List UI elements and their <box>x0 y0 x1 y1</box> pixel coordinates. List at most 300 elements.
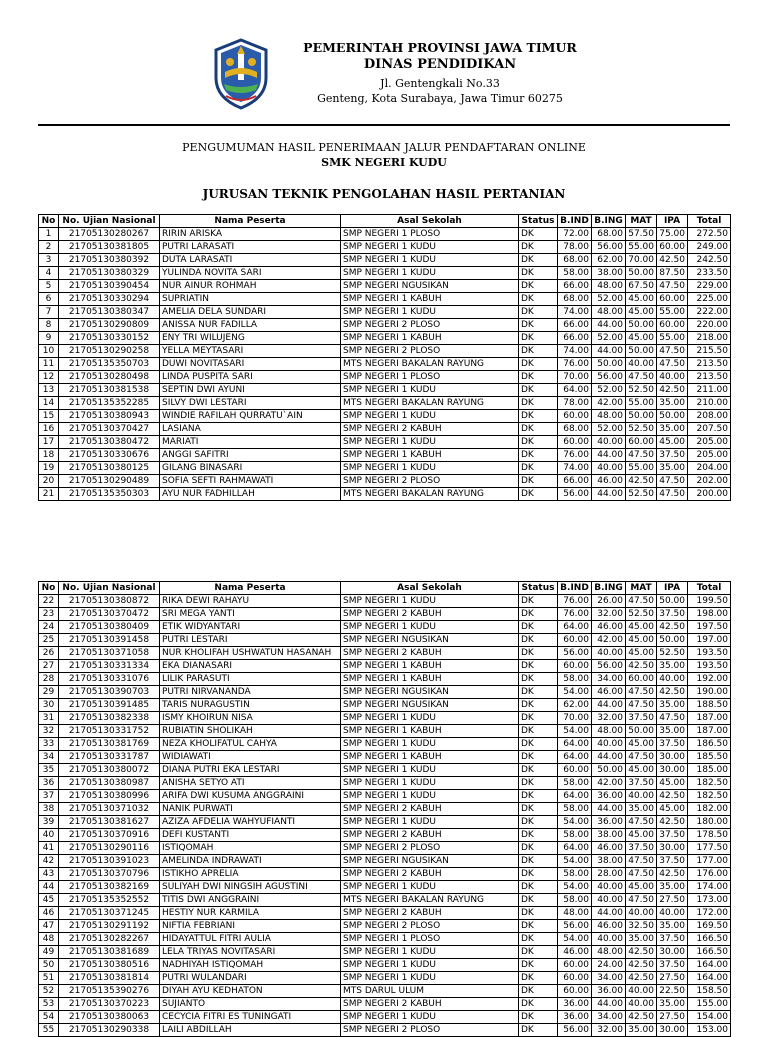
cell-exam-number: 21705130371032 <box>59 803 160 816</box>
cell-bind-score: 74.00 <box>558 462 592 475</box>
cell-bind-score: 56.00 <box>558 647 592 660</box>
cell-mat-score: 57.50 <box>626 228 657 241</box>
table-row <box>39 998 731 1011</box>
cell-status: DK <box>519 267 558 280</box>
cell-bind-score: 70.00 <box>558 712 592 725</box>
column-header-exam-number: No. Ujian Nasional <box>59 215 160 228</box>
cell-name: NANIK PURWATI <box>160 803 341 816</box>
cell-bind-score: 64.00 <box>558 738 592 751</box>
table-row <box>39 608 731 621</box>
cell-total-score: 200.00 <box>688 488 731 501</box>
column-header-bind-score: B.IND <box>558 215 592 228</box>
cell-ipa-score: 45.00 <box>657 803 688 816</box>
cell-origin-school: SMP NEGERI 1 KUDU <box>341 254 519 267</box>
cell-mat-score: 42.50 <box>626 660 657 673</box>
cell-total-score: 229.00 <box>688 280 731 293</box>
column-header-status: Status <box>519 582 558 595</box>
cell-exam-number: 21705130290258 <box>59 345 160 358</box>
cell-no: 3 <box>39 254 59 267</box>
cell-bing-score: 52.00 <box>592 384 626 397</box>
cell-name: TITIS DWI ANGGRAINI <box>160 894 341 907</box>
cell-total-score: 180.00 <box>688 816 731 829</box>
cell-name: NUR KHOLIFAH USHWATUN HASANAH <box>160 647 341 660</box>
cell-name: SUPRIATIN <box>160 293 341 306</box>
cell-status: DK <box>519 764 558 777</box>
cell-total-score: 242.50 <box>688 254 731 267</box>
cell-total-score: 187.00 <box>688 725 731 738</box>
cell-origin-school: SMP NEGERI 2 KABUH <box>341 868 519 881</box>
cell-no: 43 <box>39 868 59 881</box>
cell-bind-score: 60.00 <box>558 660 592 673</box>
cell-bind-score: 72.00 <box>558 228 592 241</box>
cell-exam-number: 21705130380063 <box>59 1011 160 1024</box>
cell-total-score: 193.50 <box>688 660 731 673</box>
cell-ipa-score: 55.00 <box>657 332 688 345</box>
cell-mat-score: 45.00 <box>626 621 657 634</box>
cell-bind-score: 58.00 <box>558 803 592 816</box>
cell-no: 55 <box>39 1024 59 1037</box>
cell-bing-score: 38.00 <box>592 855 626 868</box>
cell-total-score: 173.00 <box>688 894 731 907</box>
cell-mat-score: 45.00 <box>626 881 657 894</box>
cell-exam-number: 21705130290809 <box>59 319 160 332</box>
cell-name: PUTRI WULANDARI <box>160 972 341 985</box>
cell-exam-number: 21705130331787 <box>59 751 160 764</box>
cell-status: DK <box>519 449 558 462</box>
cell-bing-score: 40.00 <box>592 881 626 894</box>
cell-bing-score: 32.00 <box>592 712 626 725</box>
agency-name: DINAS PENDIDIKAN <box>363 57 517 72</box>
cell-bing-score: 44.00 <box>592 998 626 1011</box>
cell-no: 35 <box>39 764 59 777</box>
cell-mat-score: 42.50 <box>626 972 657 985</box>
cell-total-score: 158.50 <box>688 985 731 998</box>
table-row <box>39 699 731 712</box>
cell-bind-score: 58.00 <box>558 777 592 790</box>
table-row <box>39 933 731 946</box>
table-row <box>39 241 731 254</box>
cell-status: DK <box>519 673 558 686</box>
cell-mat-score: 52.50 <box>626 608 657 621</box>
cell-no: 51 <box>39 972 59 985</box>
cell-bind-score: 46.00 <box>558 946 592 959</box>
column-header-ipa-score: IPA <box>657 215 688 228</box>
cell-exam-number: 21705130370796 <box>59 868 160 881</box>
cell-status: DK <box>519 423 558 436</box>
cell-no: 40 <box>39 829 59 842</box>
cell-name: ANISSA NUR FADILLA <box>160 319 341 332</box>
cell-name: TARIS NURAGUSTIN <box>160 699 341 712</box>
cell-name: SUJIANTO <box>160 998 341 1011</box>
cell-status: DK <box>519 410 558 423</box>
cell-total-score: 182.50 <box>688 777 731 790</box>
cell-total-score: 166.50 <box>688 946 731 959</box>
address-city: Genteng, Kota Surabaya, Jawa Timur 60275 <box>317 92 563 105</box>
cell-exam-number: 21705130330152 <box>59 332 160 345</box>
cell-total-score: 190.00 <box>688 686 731 699</box>
cell-bing-score: 68.00 <box>592 228 626 241</box>
cell-exam-number: 21705130382338 <box>59 712 160 725</box>
cell-origin-school: SMP NEGERI 1 KABUH <box>341 332 519 345</box>
cell-bind-score: 66.00 <box>558 332 592 345</box>
cell-total-score: 225.00 <box>688 293 731 306</box>
cell-mat-score: 52.50 <box>626 488 657 501</box>
table-row <box>39 397 731 410</box>
cell-no: 31 <box>39 712 59 725</box>
cell-ipa-score: 42.50 <box>657 686 688 699</box>
cell-bind-score: 68.00 <box>558 423 592 436</box>
cell-bing-score: 46.00 <box>592 475 626 488</box>
cell-ipa-score: 30.00 <box>657 764 688 777</box>
cell-bing-score: 44.00 <box>592 803 626 816</box>
cell-mat-score: 47.50 <box>626 894 657 907</box>
cell-ipa-score: 35.00 <box>657 699 688 712</box>
cell-exam-number: 21705130290338 <box>59 1024 160 1037</box>
cell-bind-score: 54.00 <box>558 881 592 894</box>
address-street: Jl. Gentengkali No.33 <box>380 77 500 90</box>
cell-ipa-score: 42.50 <box>657 384 688 397</box>
table-row <box>39 384 731 397</box>
cell-bind-score: 66.00 <box>558 280 592 293</box>
province-emblem-icon <box>212 38 270 110</box>
cell-ipa-score: 60.00 <box>657 241 688 254</box>
cell-status: DK <box>519 1024 558 1037</box>
cell-exam-number: 21705130282267 <box>59 933 160 946</box>
cell-total-score: 182.50 <box>688 790 731 803</box>
cell-no: 48 <box>39 933 59 946</box>
cell-total-score: 215.50 <box>688 345 731 358</box>
table-row <box>39 751 731 764</box>
cell-ipa-score: 50.00 <box>657 410 688 423</box>
table-row <box>39 855 731 868</box>
cell-name: RIRIN ARISKA <box>160 228 341 241</box>
cell-origin-school: SMP NEGERI 1 KABUH <box>341 449 519 462</box>
cell-exam-number: 21705130331752 <box>59 725 160 738</box>
cell-bind-score: 70.00 <box>558 371 592 384</box>
cell-bing-score: 50.00 <box>592 358 626 371</box>
cell-no: 37 <box>39 790 59 803</box>
cell-status: DK <box>519 397 558 410</box>
cell-status: DK <box>519 332 558 345</box>
cell-status: DK <box>519 972 558 985</box>
cell-exam-number: 21705130370427 <box>59 423 160 436</box>
cell-origin-school: SMP NEGERI 1 KABUH <box>341 293 519 306</box>
cell-origin-school: SMP NEGERI 1 KUDU <box>341 410 519 423</box>
cell-mat-score: 47.50 <box>626 371 657 384</box>
cell-name: RUBIATIN SHOLIKAH <box>160 725 341 738</box>
cell-name: AYU NUR FADHILLAH <box>160 488 341 501</box>
cell-origin-school: MTS DARUL ULUM <box>341 985 519 998</box>
cell-ipa-score: 35.00 <box>657 920 688 933</box>
cell-status: DK <box>519 751 558 764</box>
cell-origin-school: SMP NEGERI 1 KUDU <box>341 462 519 475</box>
cell-ipa-score: 35.00 <box>657 660 688 673</box>
cell-status: DK <box>519 829 558 842</box>
cell-origin-school: SMP NEGERI 1 KUDU <box>341 972 519 985</box>
cell-ipa-score: 37.50 <box>657 449 688 462</box>
cell-exam-number: 21705130330294 <box>59 293 160 306</box>
results-table-2 <box>38 581 731 1037</box>
cell-total-score: 207.50 <box>688 423 731 436</box>
table-row <box>39 267 731 280</box>
cell-origin-school: SMP NEGERI NGUSIKAN <box>341 855 519 868</box>
table-row <box>39 907 731 920</box>
cell-exam-number: 21705130391485 <box>59 699 160 712</box>
cell-total-score: 174.00 <box>688 881 731 894</box>
cell-status: DK <box>519 488 558 501</box>
cell-mat-score: 47.50 <box>626 868 657 881</box>
cell-ipa-score: 27.50 <box>657 1011 688 1024</box>
cell-status: DK <box>519 855 558 868</box>
cell-bing-score: 36.00 <box>592 985 626 998</box>
cell-exam-number: 21705130380409 <box>59 621 160 634</box>
cell-name: DEFI KUSTANTI <box>160 829 341 842</box>
cell-total-score: 164.00 <box>688 959 731 972</box>
cell-no: 13 <box>39 384 59 397</box>
cell-total-score: 178.50 <box>688 829 731 842</box>
cell-bing-score: 44.00 <box>592 488 626 501</box>
cell-bing-score: 44.00 <box>592 449 626 462</box>
cell-status: DK <box>519 959 558 972</box>
cell-exam-number: 21705130370472 <box>59 608 160 621</box>
cell-bind-score: 76.00 <box>558 608 592 621</box>
cell-status: DK <box>519 842 558 855</box>
cell-ipa-score: 40.00 <box>657 673 688 686</box>
cell-status: DK <box>519 686 558 699</box>
cell-ipa-score: 47.50 <box>657 345 688 358</box>
cell-status: DK <box>519 371 558 384</box>
cell-name: YELLA MEYTASARI <box>160 345 341 358</box>
cell-total-score: 205.00 <box>688 449 731 462</box>
cell-name: SOFIA SEFTI RAHMAWATI <box>160 475 341 488</box>
cell-total-score: 222.00 <box>688 306 731 319</box>
cell-no: 2 <box>39 241 59 254</box>
cell-origin-school: SMP NEGERI 2 PLOSO <box>341 1024 519 1037</box>
cell-bind-score: 62.00 <box>558 699 592 712</box>
cell-mat-score: 45.00 <box>626 332 657 345</box>
cell-status: DK <box>519 933 558 946</box>
cell-ipa-score: 42.50 <box>657 790 688 803</box>
cell-origin-school: SMP NEGERI 2 KABUH <box>341 423 519 436</box>
cell-total-score: 218.00 <box>688 332 731 345</box>
cell-exam-number: 21705130370223 <box>59 998 160 1011</box>
table-row <box>39 777 731 790</box>
cell-mat-score: 47.50 <box>626 816 657 829</box>
cell-origin-school: MTS NEGERI BAKALAN RAYUNG <box>341 397 519 410</box>
cell-bind-score: 58.00 <box>558 267 592 280</box>
cell-mat-score: 40.00 <box>626 998 657 1011</box>
cell-no: 15 <box>39 410 59 423</box>
cell-no: 24 <box>39 621 59 634</box>
cell-status: DK <box>519 920 558 933</box>
cell-mat-score: 35.00 <box>626 803 657 816</box>
table-row <box>39 738 731 751</box>
cell-name: EKA DIANASARI <box>160 660 341 673</box>
cell-total-score: 249.00 <box>688 241 731 254</box>
cell-bing-score: 44.00 <box>592 319 626 332</box>
cell-no: 45 <box>39 894 59 907</box>
cell-ipa-score: 55.00 <box>657 306 688 319</box>
cell-origin-school: SMP NEGERI 2 KABUH <box>341 647 519 660</box>
cell-name: DUWI NOVITASARI <box>160 358 341 371</box>
cell-bind-score: 60.00 <box>558 634 592 647</box>
table-row <box>39 410 731 423</box>
cell-exam-number: 21705130331334 <box>59 660 160 673</box>
cell-bind-score: 58.00 <box>558 673 592 686</box>
table-row <box>39 686 731 699</box>
cell-mat-score: 45.00 <box>626 829 657 842</box>
column-header-name: Nama Peserta <box>160 215 341 228</box>
cell-ipa-score: 47.50 <box>657 488 688 501</box>
cell-origin-school: SMP NEGERI 1 KUDU <box>341 712 519 725</box>
announcement <box>0 140 768 202</box>
cell-mat-score: 45.00 <box>626 634 657 647</box>
cell-no: 27 <box>39 660 59 673</box>
cell-origin-school: SMP NEGERI 1 PLOSO <box>341 371 519 384</box>
cell-exam-number: 21705135352552 <box>59 894 160 907</box>
cell-status: DK <box>519 894 558 907</box>
cell-bing-score: 44.00 <box>592 751 626 764</box>
cell-status: DK <box>519 660 558 673</box>
cell-total-score: 211.00 <box>688 384 731 397</box>
cell-no: 6 <box>39 293 59 306</box>
table-row <box>39 725 731 738</box>
column-header-bing-score: B.ING <box>592 215 626 228</box>
cell-name: LILIK PARASUTI <box>160 673 341 686</box>
cell-exam-number: 21705130331076 <box>59 673 160 686</box>
table-row <box>39 894 731 907</box>
cell-no: 19 <box>39 462 59 475</box>
cell-status: DK <box>519 1011 558 1024</box>
cell-exam-number: 21705130380329 <box>59 267 160 280</box>
cell-bing-score: 42.00 <box>592 397 626 410</box>
cell-origin-school: SMP NEGERI 1 KUDU <box>341 881 519 894</box>
cell-origin-school: SMP NEGERI 1 PLOSO <box>341 933 519 946</box>
table-row <box>39 280 731 293</box>
cell-bind-score: 56.00 <box>558 488 592 501</box>
cell-bind-score: 60.00 <box>558 410 592 423</box>
cell-bind-score: 58.00 <box>558 894 592 907</box>
cell-exam-number: 21705135350703 <box>59 358 160 371</box>
cell-exam-number: 21705130381627 <box>59 816 160 829</box>
cell-bind-score: 56.00 <box>558 1024 592 1037</box>
table-row <box>39 423 731 436</box>
letterhead <box>0 0 768 130</box>
cell-ipa-score: 45.00 <box>657 436 688 449</box>
cell-bind-score: 68.00 <box>558 293 592 306</box>
cell-origin-school: SMP NEGERI 1 KUDU <box>341 959 519 972</box>
cell-no: 32 <box>39 725 59 738</box>
column-header-mat-score: MAT <box>626 582 657 595</box>
school-name: SMK NEGERI KUDU <box>321 156 447 169</box>
cell-exam-number: 21705135352285 <box>59 397 160 410</box>
cell-ipa-score: 47.50 <box>657 475 688 488</box>
cell-ipa-score: 30.00 <box>657 842 688 855</box>
cell-mat-score: 47.50 <box>626 449 657 462</box>
cell-bing-score: 28.00 <box>592 868 626 881</box>
cell-origin-school: SMP NEGERI 1 KUDU <box>341 816 519 829</box>
cell-bind-score: 60.00 <box>558 972 592 985</box>
cell-ipa-score: 87.50 <box>657 267 688 280</box>
column-header-origin-school: Asal Sekolah <box>341 582 519 595</box>
cell-mat-score: 55.00 <box>626 241 657 254</box>
cell-bind-score: 78.00 <box>558 241 592 254</box>
cell-total-score: 154.00 <box>688 1011 731 1024</box>
cell-no: 47 <box>39 920 59 933</box>
cell-status: DK <box>519 907 558 920</box>
cell-no: 33 <box>39 738 59 751</box>
cell-origin-school: SMP NEGERI 2 KABUH <box>341 608 519 621</box>
cell-bind-score: 76.00 <box>558 449 592 462</box>
cell-bing-score: 44.00 <box>592 345 626 358</box>
cell-status: DK <box>519 699 558 712</box>
cell-total-score: 272.50 <box>688 228 731 241</box>
table-row <box>39 332 731 345</box>
cell-origin-school: SMP NEGERI 2 PLOSO <box>341 842 519 855</box>
cell-ipa-score: 42.50 <box>657 254 688 267</box>
cell-origin-school: SMP NEGERI 1 KUDU <box>341 1011 519 1024</box>
cell-name: HESTIY NUR KARMILA <box>160 907 341 920</box>
cell-origin-school: SMP NEGERI 1 KUDU <box>341 595 519 608</box>
results-table-1 <box>38 214 731 501</box>
cell-status: DK <box>519 280 558 293</box>
cell-total-score: 186.50 <box>688 738 731 751</box>
cell-bind-score: 54.00 <box>558 933 592 946</box>
cell-bind-score: 66.00 <box>558 475 592 488</box>
cell-exam-number: 21705130290116 <box>59 842 160 855</box>
cell-name: PUTRI LARASATI <box>160 241 341 254</box>
cell-origin-school: MTS NEGERI BAKALAN RAYUNG <box>341 894 519 907</box>
cell-bing-score: 40.00 <box>592 647 626 660</box>
cell-origin-school: SMP NEGERI 1 KUDU <box>341 384 519 397</box>
cell-bing-score: 34.00 <box>592 1011 626 1024</box>
cell-exam-number: 21705130381538 <box>59 384 160 397</box>
table-row <box>39 293 731 306</box>
cell-mat-score: 40.00 <box>626 985 657 998</box>
cell-name: DUTA LARASATI <box>160 254 341 267</box>
cell-origin-school: MTS NEGERI BAKALAN RAYUNG <box>341 488 519 501</box>
cell-bing-score: 50.00 <box>592 764 626 777</box>
cell-no: 23 <box>39 608 59 621</box>
cell-ipa-score: 40.00 <box>657 371 688 384</box>
cell-total-score: 220.00 <box>688 319 731 332</box>
cell-total-score: 172.00 <box>688 907 731 920</box>
column-header-ipa-score: IPA <box>657 582 688 595</box>
cell-bind-score: 64.00 <box>558 842 592 855</box>
cell-mat-score: 40.00 <box>626 907 657 920</box>
cell-status: DK <box>519 946 558 959</box>
cell-origin-school: MTS NEGERI BAKALAN RAYUNG <box>341 358 519 371</box>
cell-name: PUTRI LESTARI <box>160 634 341 647</box>
cell-name: AMELIA DELA SUNDARI <box>160 306 341 319</box>
cell-status: DK <box>519 790 558 803</box>
cell-bind-score: 54.00 <box>558 686 592 699</box>
cell-no: 42 <box>39 855 59 868</box>
cell-no: 22 <box>39 595 59 608</box>
cell-bind-score: 74.00 <box>558 306 592 319</box>
cell-bing-score: 44.00 <box>592 907 626 920</box>
cell-name: NADHIYAH ISTIQOMAH <box>160 959 341 972</box>
cell-bing-score: 46.00 <box>592 842 626 855</box>
cell-no: 10 <box>39 345 59 358</box>
cell-origin-school: SMP NEGERI 1 KUDU <box>341 790 519 803</box>
cell-name: WINDIE RAFILAH QURRATU`AIN <box>160 410 341 423</box>
cell-ipa-score: 37.50 <box>657 608 688 621</box>
cell-name: SULIYAH DWI NINGSIH AGUSTINI <box>160 881 341 894</box>
cell-mat-score: 50.00 <box>626 345 657 358</box>
cell-mat-score: 32.50 <box>626 920 657 933</box>
column-header-name: Nama Peserta <box>160 582 341 595</box>
